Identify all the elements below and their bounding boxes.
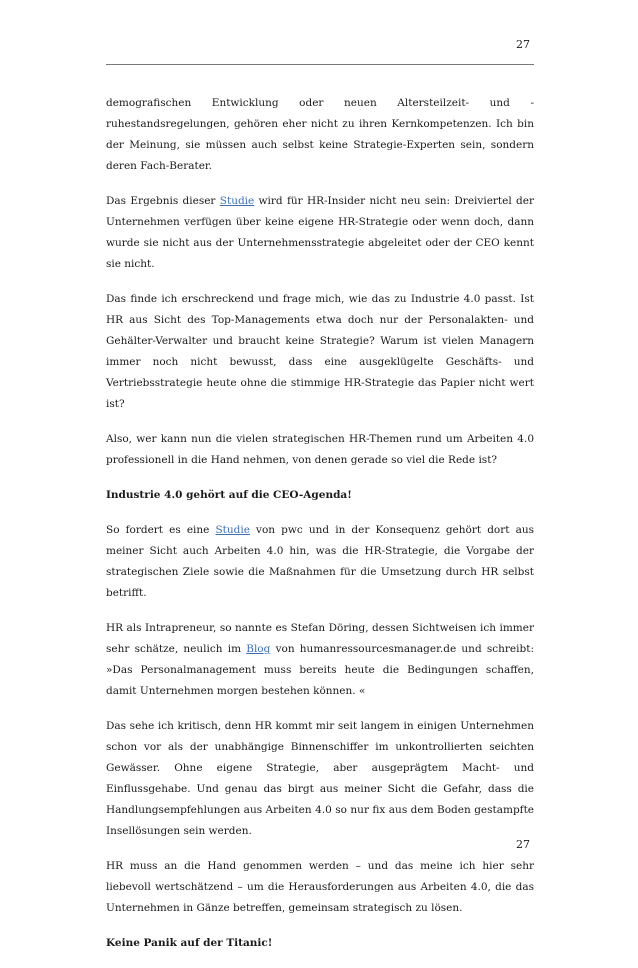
text-run: Das finde ich erschreckend und frage mich, wie das zu Industrie 4.0 passt. Ist HR aus Sicht des Top-Managements etwa doch nur der Personalakten- und Gehälter-Verwalter und braucht keine Strategie? Warum ist vielen Managern immer noch nicht bewusst, dass eine ausgeklügelte Geschäfts- und Vertriebsstrategie heute ohne die stimmige HR-Strategie das Papier nicht wert ist? [106, 293, 534, 410]
section-heading [106, 485, 534, 506]
paragraph [106, 520, 534, 604]
paragraph [106, 191, 534, 275]
text-run: Das Ergebnis dieser [106, 195, 220, 207]
paragraph [106, 618, 534, 702]
inline-link[interactable]: Blog [246, 643, 271, 655]
text-run: demografischen Entwicklung oder neuen Altersteilzeit- und -ruhestandsregelungen, gehören eher nicht zu ihren Kernkompetenzen. Ich bin der Meinung, sie müssen auch selbst keine Strategie-Experten sein, sondern deren Fach-Berater. [106, 97, 534, 172]
text-run: HR muss an die Hand genommen werden – und das meine ich hier sehr liebevoll wertschätzend – um die Herausforderungen aus Arbeiten 4.0, die das Unternehmen in Gänze betreffen, gemeinsam strategisch zu lösen. [106, 860, 534, 914]
paragraph [106, 289, 534, 415]
section-heading [106, 933, 534, 954]
text-run: wird für HR-Insider nicht neu sein: Dreiviertel der Unternehmen verfügen über keine eigene HR-Strategie oder wenn doch, dann wurde sie nicht aus der Unternehmensstrategie abgeleitet oder der CEO kennt sie nicht. [106, 195, 534, 270]
text-run: Also, wer kann nun die vielen strategischen HR-Themen rund um Arbeiten 4.0 professionell in die Hand nehmen, von denen gerade so viel die Rede ist? [106, 433, 534, 466]
inline-link[interactable]: Studie [219, 195, 255, 207]
paragraph [106, 716, 534, 842]
text-run: von humanressourcesmanager.de und schreibt: »Das Personalmanagement muss bereits heute die Bedingungen schaffen, damit Unternehmen morgen bestehen können. « [106, 643, 534, 697]
text-run: von pwc und in der Konsequenz gehört dort aus meiner Sicht auch Arbeiten 4.0 hin, was die HR-Strategie, die Vorgabe der strategischen Ziele sowie die Maßnahmen für die Umsetzung durch HR selbst betrifft. [106, 524, 534, 599]
text-run: HR als Intrapreneur, so nannte es Stefan Döring, dessen Sichtweisen ich immer sehr schätze, neulich im [106, 622, 534, 655]
paragraph [106, 93, 534, 177]
header-rule [106, 64, 534, 65]
text-run: Industrie 4.0 gehört auf die CEO-Agenda! [106, 489, 352, 501]
paragraph [106, 856, 534, 919]
text-run: Das sehe ich kritisch, denn HR kommt mir seit langem in einigen Unternehmen schon vor als der unabhängige Binnenschiffer im unkontrollierten seichten Gewässer. Ohne eigene Strategie, aber ausgeprägtem Macht- und Einflussgehabe. Und genau das birgt aus meiner Sicht die Gefahr, dass die Handlungsempfehlungen aus Arbeiten 4.0 so nur fix aus dem Boden gestampfte Insellösungen sein werden. [106, 720, 534, 837]
document-body [106, 93, 534, 968]
page-number-bottom: 27 [516, 838, 530, 851]
page-number-top: 27 [516, 38, 530, 51]
text-run: So fordert es eine [106, 524, 216, 536]
paragraph [106, 429, 534, 471]
text-run: Keine Panik auf der Titanic! [106, 937, 273, 949]
inline-link[interactable]: Studie [215, 524, 250, 536]
